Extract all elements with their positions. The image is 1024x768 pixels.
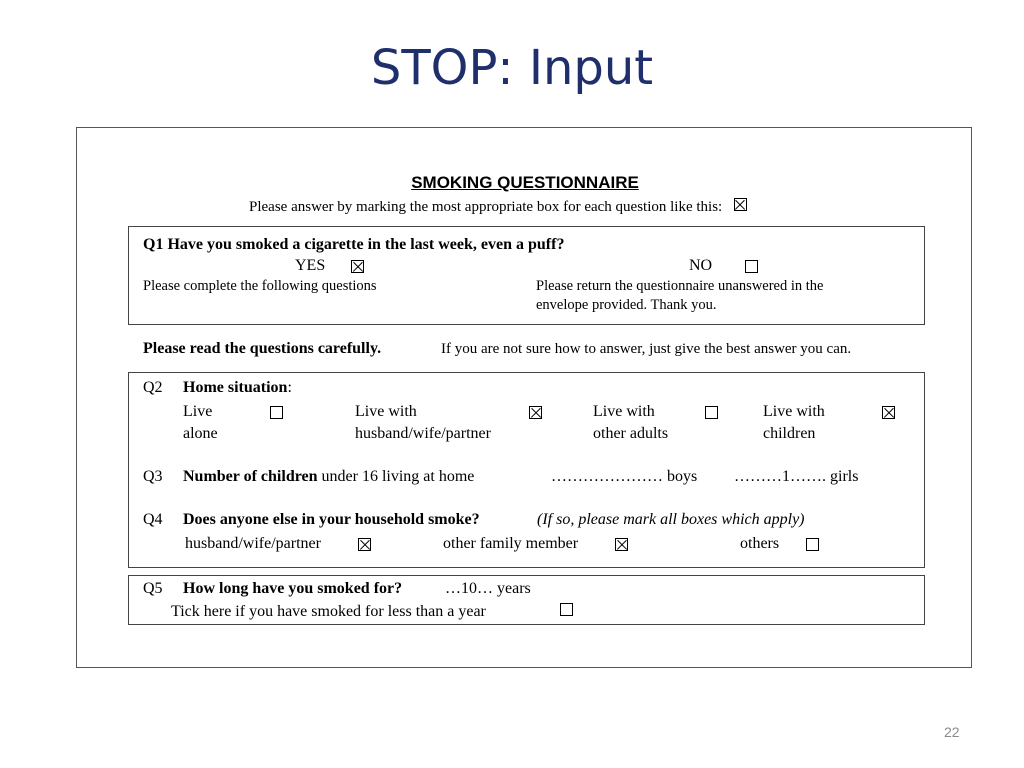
q2-number: Q2 [143,379,163,396]
q2-title: Home situation [183,379,288,396]
q2-option-adults-line2: other adults [593,425,669,442]
q5-tick-text: Tick here if you have smoked for less than a year [171,603,486,620]
q2-option-partner-line2: husband/wife/partner [355,425,491,442]
q1-yes-label: YES [295,257,326,274]
q5-title: How long have you smoked for? [183,580,403,597]
slide-title: STOP: Input [370,40,654,96]
questionnaire-title: SMOKING QUESTIONNAIRE [411,173,639,192]
q2-option-alone-line1: Live [183,403,213,420]
q5-panel [128,575,925,625]
example-checked-box-icon [734,198,747,211]
q2-title-line [183,379,292,397]
q1-no-label: NO [689,257,713,274]
q2-children-checkbox[interactable] [882,406,895,419]
q4-title: Does anyone else in your household smoke? [183,511,480,528]
q1-panel [128,226,925,325]
q2-option-children-line1: Live with [763,403,825,420]
q5-tick-checkbox[interactable] [560,603,573,616]
read-notice-text: If you are not sure how to answer, just give the best answer you can. [441,341,852,357]
q2-adults-checkbox[interactable] [705,406,718,419]
q5-number: Q5 [143,580,163,597]
page-number: 22 [944,724,960,740]
q3-title: Number of children [183,468,318,485]
q3-question [183,468,474,486]
q1-yes-note: Please complete the following questions [143,278,377,294]
q4-family-checkbox[interactable] [615,538,628,551]
q3-girls-field[interactable]: ………1……. girls [734,468,859,485]
q2-option-children-line2: children [763,425,816,442]
q2-q4-panel [128,372,925,568]
q2-alone-checkbox[interactable] [270,406,283,419]
q2-option-adults-line1: Live with [593,403,655,420]
q1-no-note-line1: Please return the questionnaire unanswered in the [536,278,824,294]
q5-answer-field[interactable]: …10… years [445,580,531,597]
q1-no-note-line2: envelope provided. Thank you. [536,297,717,313]
questionnaire-image [76,127,972,668]
q4-option-partner: husband/wife/partner [185,535,321,552]
q4-others-checkbox[interactable] [806,538,819,551]
q3-boys-field[interactable]: ………………… boys [551,468,698,485]
q1-question: Q1 Have you smoked a cigarette in the last week, even a puff? [143,236,565,253]
q4-note: (If so, please mark all boxes which apply) [537,511,805,528]
questionnaire-instruction [249,198,747,216]
q4-option-others: others [740,535,780,552]
q1-no-checkbox[interactable] [745,260,758,273]
q3-number: Q3 [143,468,163,485]
q2-option-partner-line1: Live with [355,403,417,420]
q4-number: Q4 [143,511,163,528]
q1-yes-checkbox[interactable] [351,260,364,273]
instruction-text: Please answer by marking the most appropriate box for each question like this: [249,199,723,215]
q2-option-alone-line2: alone [183,425,218,442]
q3-text: under 16 living at home [321,468,475,485]
q2-partner-checkbox[interactable] [529,406,542,419]
read-notice-bold: Please read the questions carefully. [143,340,382,357]
q4-partner-checkbox[interactable] [358,538,371,551]
q4-option-family: other family member [443,535,579,552]
q2-colon: : [287,379,292,396]
